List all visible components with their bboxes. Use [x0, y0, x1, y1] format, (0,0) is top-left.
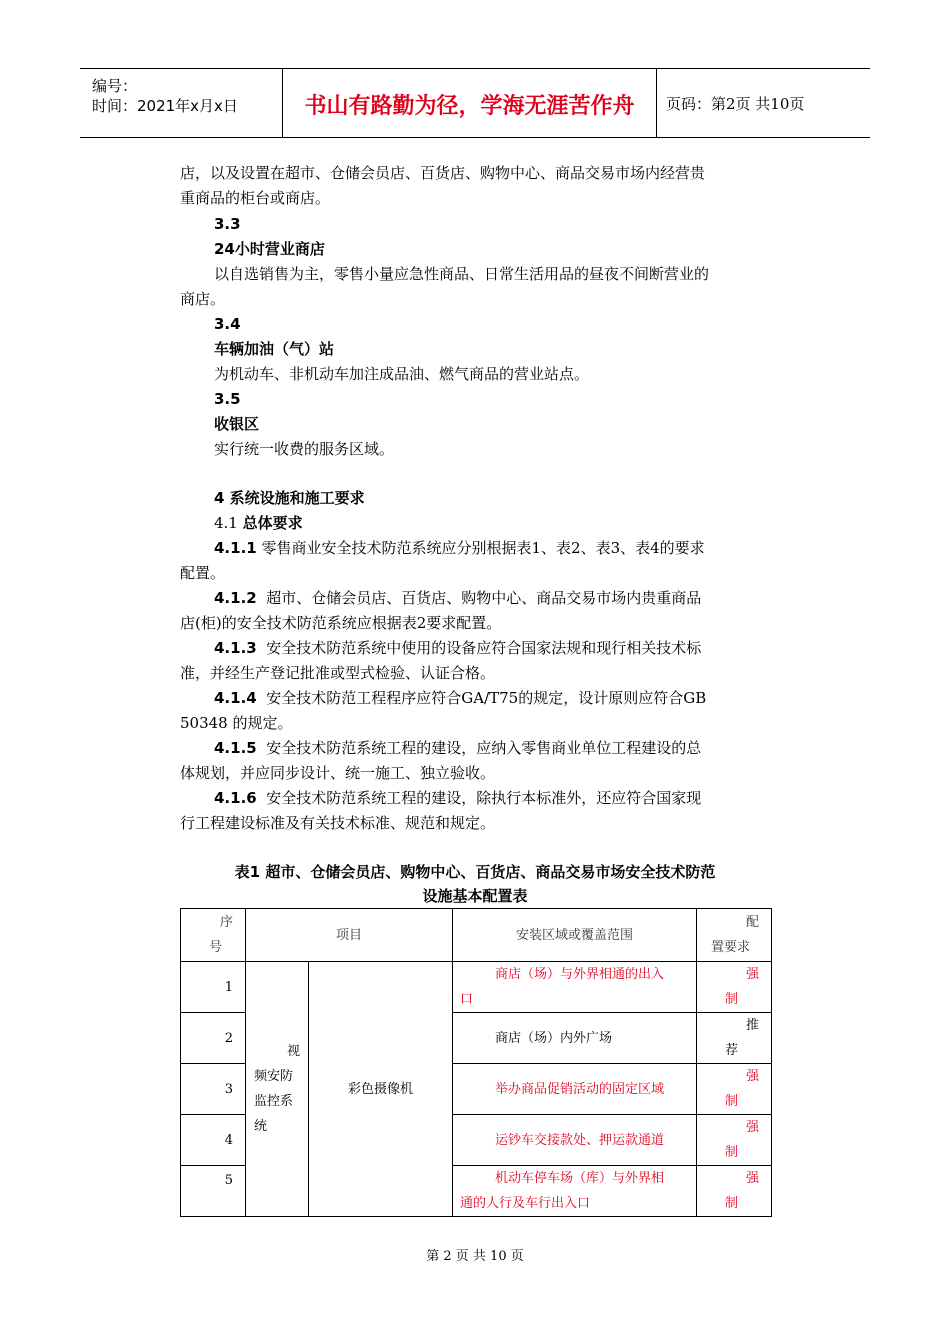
row-seq: 4 — [181, 1115, 246, 1166]
header-text: 号 — [209, 940, 223, 955]
row-seq: 5 — [181, 1166, 246, 1217]
body-line: 准，并经生产登记批准或型式检验、认证合格。 — [180, 664, 496, 682]
subsection-heading — [214, 511, 303, 536]
row-area — [453, 962, 697, 1013]
clause-text: 安全技术防范系统工程的建设，应纳入零售商业单位工程建设的总 — [266, 739, 702, 757]
clause-text: 零售商业安全技术防范系统应分别根据表1、表2、表3、表4的要求 — [261, 539, 705, 557]
area-text: 通的人行及车行出入口 — [460, 1196, 591, 1211]
row-requirement — [697, 1013, 772, 1064]
header-page-info: 页码：第2页 共10页 — [666, 95, 805, 113]
body-line: 为机动车、非机动车加注成品油、燃气商品的营业站点。 — [214, 365, 590, 383]
body-line: 配置。 — [180, 564, 226, 582]
document-number-label: 编号： — [92, 77, 138, 95]
area-text: 机动车停车场（库）与外界相 — [495, 1171, 665, 1186]
clause — [214, 686, 706, 711]
header-seq — [181, 909, 246, 962]
header-requirement — [697, 909, 772, 962]
clause — [214, 636, 701, 661]
row-area — [453, 1013, 697, 1064]
req-text: 强 — [746, 967, 760, 982]
area-text: 运钞车交接款处、押运款通道 — [495, 1132, 665, 1148]
row-requirement — [697, 1064, 772, 1115]
clause-text: 安全技术防范工程程序应符合GA/T75的规定，设计原则应符合GB — [266, 689, 707, 707]
body-line: 店，以及设置在超市、仓储会员店、百货店、购物中心、商品交易市场内经营贵 — [180, 164, 706, 182]
header-text: 配 — [746, 915, 760, 930]
req-text: 推 — [746, 1018, 760, 1033]
req-text: 制 — [725, 992, 739, 1007]
req-text: 制 — [725, 1145, 739, 1160]
clause-number: 4.1.4 — [214, 689, 257, 707]
header-text: 置要求 — [711, 940, 751, 955]
clause-text: 安全技术防范系统工程的建设，除执行本标准外，还应符合国家现 — [266, 789, 702, 807]
req-text: 强 — [746, 1120, 760, 1135]
body-line: 50348 的规定。 — [180, 714, 293, 732]
row-area — [453, 1064, 697, 1115]
section-number: 3.3 — [214, 215, 241, 233]
header-divider — [656, 69, 657, 137]
clause-number: 4.1.1 — [214, 539, 257, 557]
table-caption: 设施基本配置表 — [422, 887, 528, 905]
document-date: 时间：2021年x月x日 — [92, 97, 238, 115]
system-text: 视 — [286, 1044, 300, 1059]
subsection-number: 4.1 — [214, 514, 238, 532]
body-line: 重商品的柜台或商店。 — [180, 189, 331, 207]
body-line: 体规划，并应同步设计、统一施工、独立验收。 — [180, 764, 496, 782]
clause — [214, 536, 705, 561]
body-line: 实行统一收费的服务区域。 — [214, 440, 395, 458]
clause — [214, 786, 701, 811]
device-cell: 彩色摄像机 — [309, 962, 453, 1217]
row-seq: 3 — [181, 1064, 246, 1115]
row-requirement — [697, 1166, 772, 1217]
section-number: 3.5 — [214, 390, 241, 408]
req-text: 制 — [725, 1094, 739, 1109]
clause — [214, 736, 701, 761]
header-item: 项目 — [246, 909, 453, 962]
table-caption: 表1 超市、仓储会员店、购物中心、百货店、商品交易市场安全技术防范 — [234, 863, 716, 881]
req-text: 强 — [746, 1069, 760, 1084]
system-text: 监控系 — [254, 1094, 294, 1109]
table-header-row — [181, 909, 772, 962]
section-title: 车辆加油（气）站 — [214, 340, 335, 358]
section-title: 收银区 — [214, 415, 260, 433]
clause-number: 4.1.2 — [214, 589, 257, 607]
subsection-title: 总体要求 — [242, 514, 303, 532]
clause-number: 4.1.3 — [214, 639, 257, 657]
header-text: 序 — [219, 915, 233, 930]
page-header — [80, 68, 870, 138]
row-requirement — [697, 962, 772, 1013]
req-text: 荐 — [725, 1043, 739, 1058]
section-title: 24小时营业商店 — [214, 240, 325, 258]
req-text: 制 — [725, 1196, 739, 1211]
row-requirement — [697, 1115, 772, 1166]
row-area — [453, 1115, 697, 1166]
system-text: 统 — [254, 1119, 268, 1134]
clause-text: 超市、仓储会员店、百货店、购物中心、商品交易市场内贵重商品 — [266, 589, 702, 607]
header-motto: 书山有路勤为径，学海无涯苦作舟 — [304, 93, 635, 119]
config-table — [180, 908, 772, 1217]
section-number: 3.4 — [214, 315, 241, 333]
page-footer: 第 2 页 共 10 页 — [426, 1249, 524, 1264]
clause — [214, 586, 701, 611]
clause-number: 4.1.5 — [214, 739, 257, 757]
clause-text: 安全技术防范系统中使用的设备应符合国家法规和现行相关技术标 — [266, 639, 702, 657]
chapter-title: 4 系统设施和施工要求 — [214, 489, 365, 507]
body-line: 行工程建设标准及有关技术标准、规范和规定。 — [180, 814, 496, 832]
row-seq: 2 — [181, 1013, 246, 1064]
area-text: 口 — [460, 992, 474, 1007]
system-cell — [246, 962, 309, 1217]
body-line: 商店。 — [180, 290, 226, 308]
body-line: 店(柜)的安全技术防范系统应根据表2要求配置。 — [180, 614, 502, 632]
req-text: 强 — [746, 1171, 760, 1186]
clause-number: 4.1.6 — [214, 789, 257, 807]
area-text: 商店（场）与外界相通的出入 — [495, 967, 665, 982]
body-line: 以自选销售为主，零售小量应急性商品、日常生活用品的昼夜不间断营业的 — [214, 265, 710, 283]
system-text: 频安防 — [254, 1069, 294, 1084]
area-text: 举办商品促销活动的固定区域 — [495, 1081, 665, 1097]
row-seq: 1 — [181, 962, 246, 1013]
area-text: 商店（场）内外广场 — [495, 1030, 613, 1046]
table-row — [181, 962, 772, 1013]
row-area — [453, 1166, 697, 1217]
header-area: 安装区域或覆盖范围 — [453, 909, 697, 962]
